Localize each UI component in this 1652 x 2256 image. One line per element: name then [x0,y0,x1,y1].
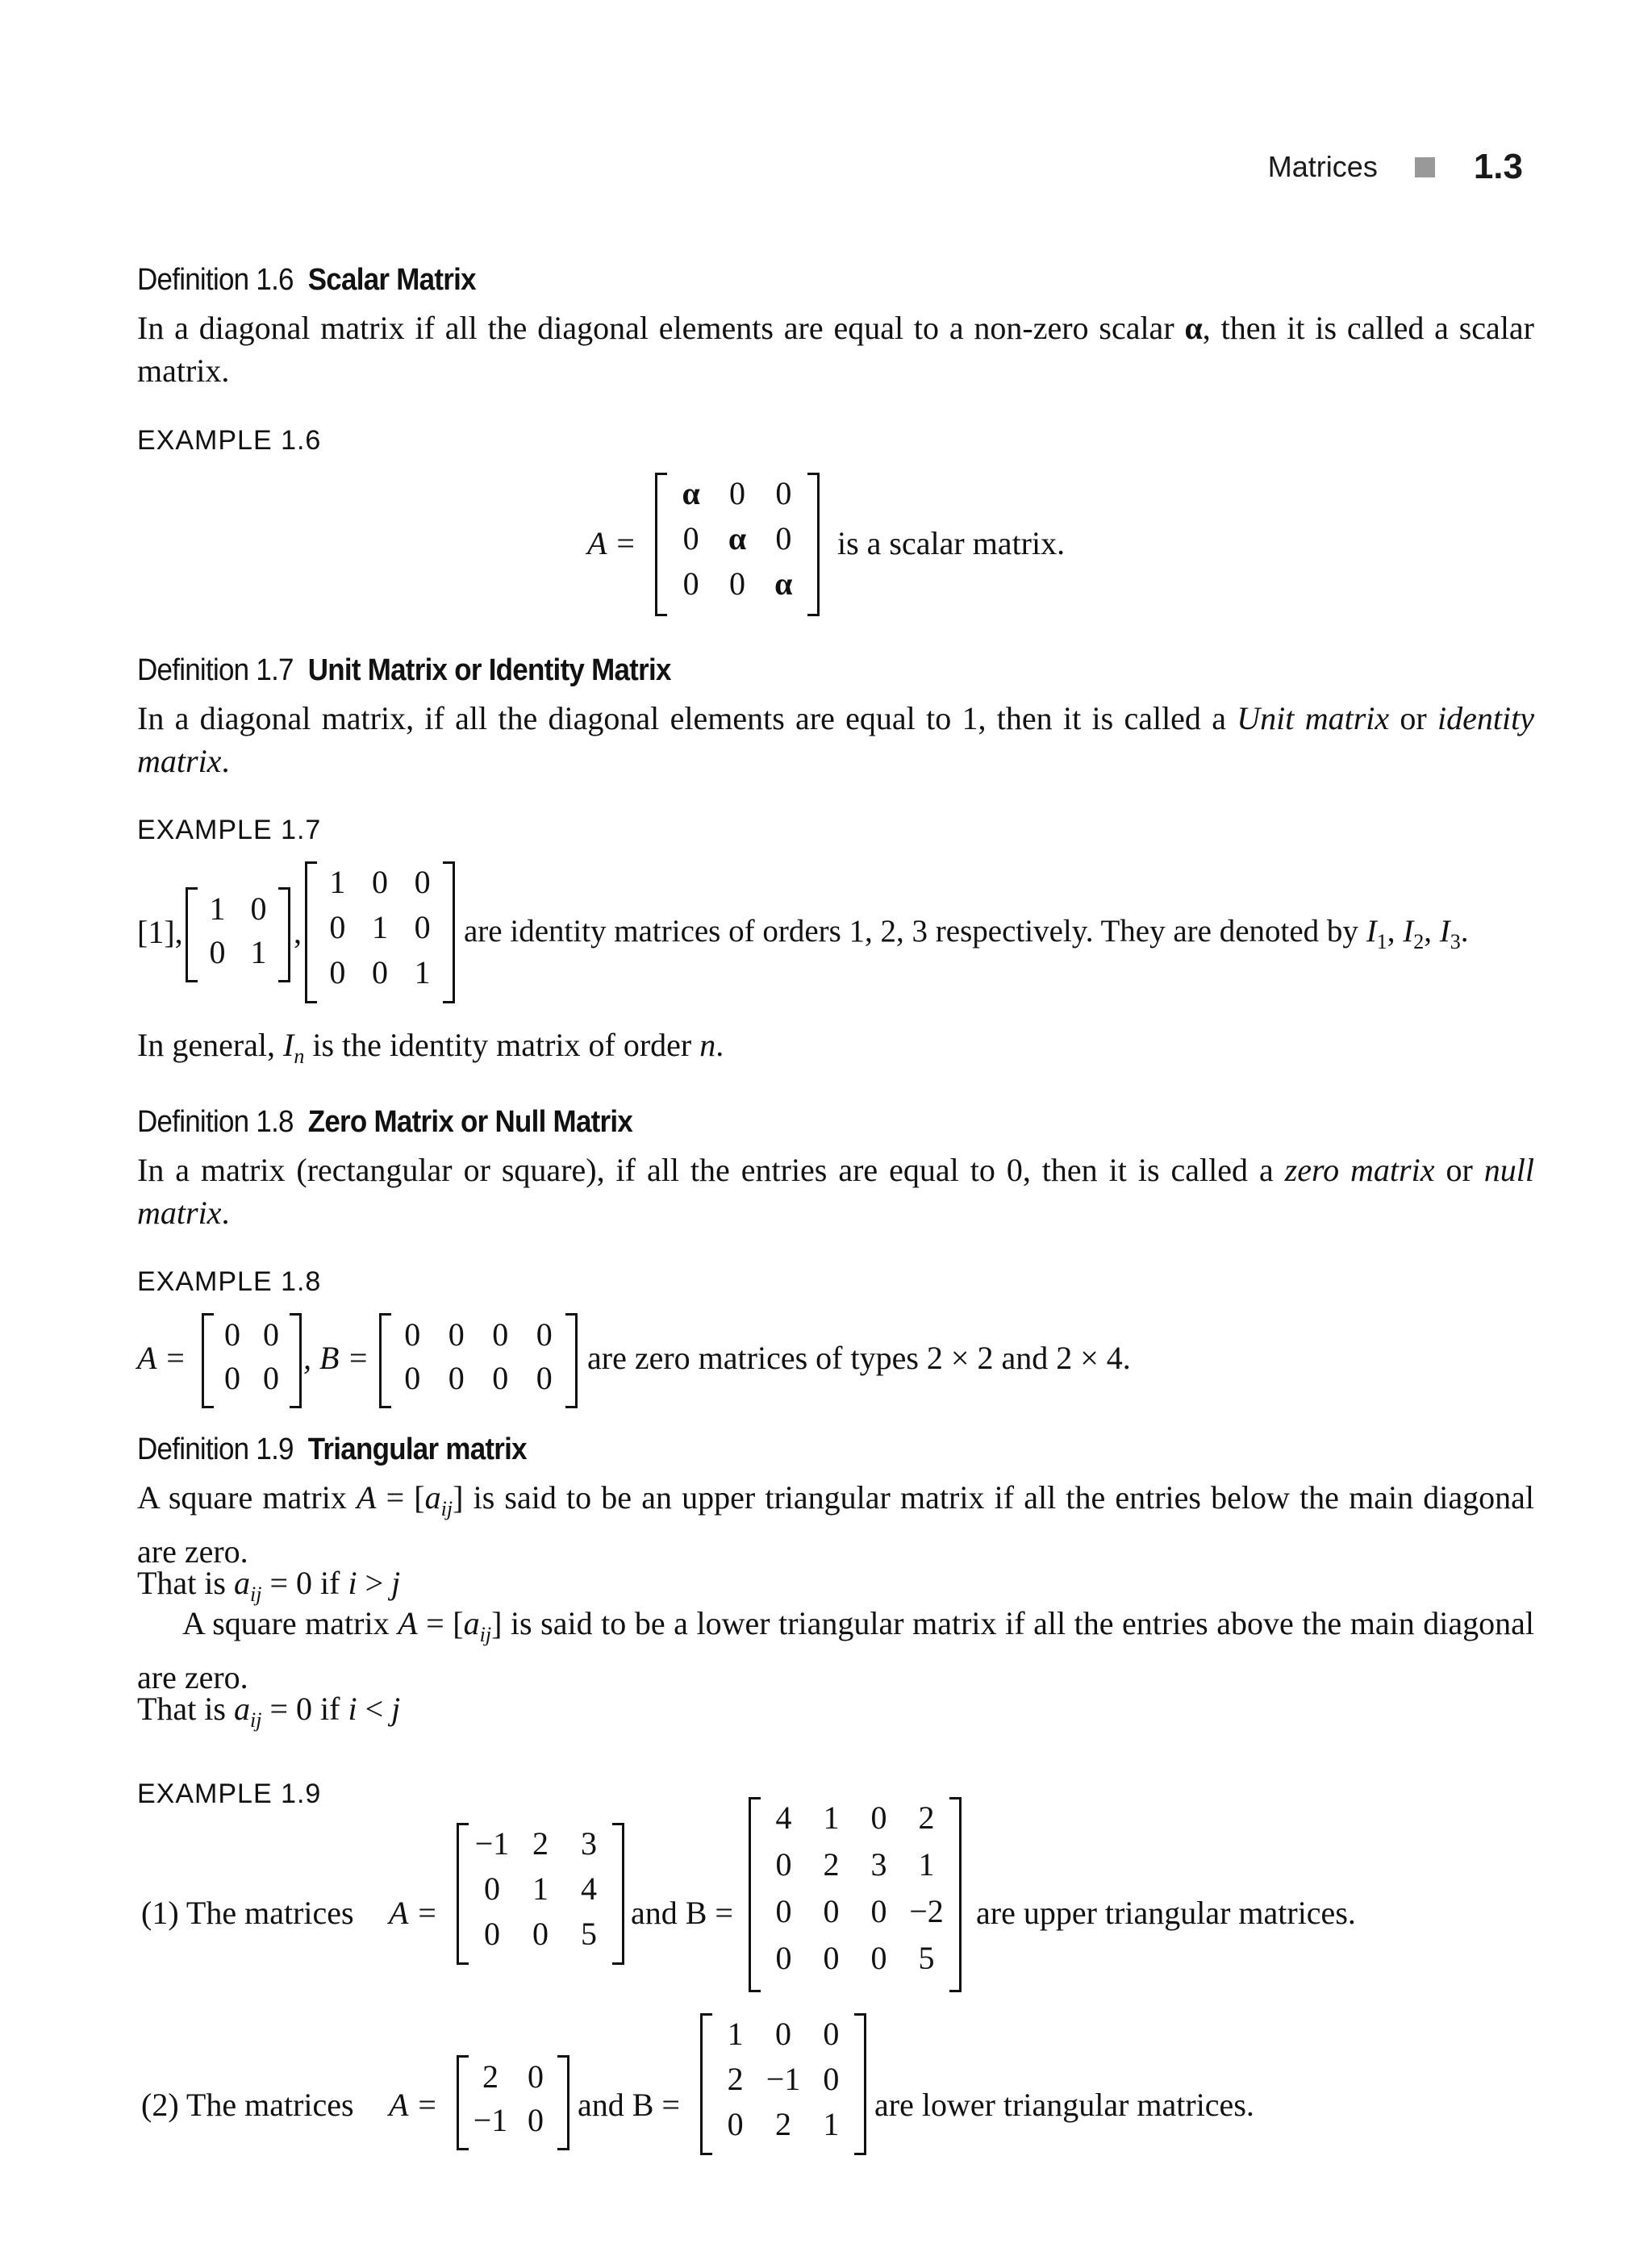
matrix-entry: 0 [414,864,431,900]
matrix-entry: 3 [581,1825,597,1862]
example-1-8-rhs: are zero matrices of types 2 × 2 and 2 × 4. [587,1340,1131,1376]
example-1-7-scalar-identity: [1], [137,914,183,950]
matrix-entry: 0 [209,934,226,970]
matrix-entry: 0 [870,1940,887,1976]
matrix-entry: 0 [448,1360,465,1396]
matrix-entry: 0 [774,2016,791,2052]
matrix-entry: 3 [870,1846,887,1883]
matrix-entry: 0 [414,909,431,945]
header-title: Matrices [1267,150,1378,183]
matrix-entry: 0 [775,1893,792,1929]
matrix-entry: 0 [775,1846,792,1883]
matrix-entry: 0 [682,520,699,557]
matrix-entry: 4 [581,1870,597,1907]
example-1-9-item1-matrix-B [749,1797,962,1992]
definition-1-9-upper-condition: That is $a_{ij} = 0$ if i > j [137,1565,401,1606]
matrix-entry: 0 [823,2016,840,2052]
matrix-entry: 0 [727,2106,744,2142]
running-header [1268,147,1523,187]
matrix-entry: 0 [528,2102,544,2138]
matrix-entry: 2 [532,1825,549,1862]
example-1-9-item2-matrix-B [700,2013,866,2155]
matrix-entry: −2 [909,1893,944,1929]
matrix-entry: 4 [775,1799,792,1836]
matrix-entry: −1 [766,2061,801,2097]
matrix-entry: 0 [448,1316,465,1353]
matrix-entry: 0 [329,909,346,945]
matrix-entry: 1 [823,1799,840,1836]
matrix-entry: 0 [870,1893,887,1929]
matrix-entry: 0 [250,890,267,927]
example-1-8-lhs-b: , B = [303,1340,369,1376]
matrix-entry: 0 [263,1316,279,1353]
example-1-9-item2-rhs: are lower triangular matrices. [874,2087,1254,2123]
definition-1-7-text: In a diagonal matrix, if all the diagonal elements are equal to 1, then it is called a Unit matrix or identity matrix. [137,700,1535,779]
matrix-entry: 0 [775,1940,792,1976]
example-1-6-heading: EXAMPLE 1.6 [137,425,322,456]
matrix-entry: 0 [823,2061,840,2097]
matrix-entry: 0 [484,1870,500,1907]
matrix-entry: α [682,475,700,511]
matrix-entry: 0 [823,1940,840,1976]
example-1-9-item2-matrix-A [457,2055,569,2150]
definition-1-9-lower-text: A square matrix $A = [a_{ij}]$ is said to be a lower triangular matrix if all the entries above the main diagonal are zero. [137,1605,1534,1695]
matrix-entry: 1 [329,864,346,900]
matrix-entry: 0 [224,1360,240,1396]
matrix-entry: 0 [775,520,792,557]
example-1-9-heading: EXAMPLE 1.9 [137,1779,322,1809]
example-1-6-matrix [655,473,820,616]
example-1-8-matrix-a [202,1313,302,1408]
example-1-9-item2-label: (2) The matrices [141,2087,354,2123]
header-square-icon [1415,157,1435,177]
matrix-entry: 1 [918,1846,935,1883]
matrix-entry: 0 [492,1360,509,1396]
matrix-entry: 0 [870,1799,887,1836]
matrix-entry: 0 [404,1360,421,1396]
example-1-9-item2-and: and B = [578,2087,680,2123]
matrix-entry: 1 [532,1870,549,1907]
example-1-7-general: In general, $I_n$ is the identity matrix of order n. [137,1027,724,1068]
matrix-entry: 0 [775,475,792,511]
matrix-entry: 0 [728,565,745,602]
example-1-7-heading: EXAMPLE 1.7 [137,815,322,845]
matrix-entry: 0 [536,1360,553,1396]
matrix-entry: 1 [823,2106,840,2142]
matrix-entry: 0 [329,954,346,990]
matrix-entry: 0 [728,475,745,511]
example-1-9-item1-matrix-A [457,1823,624,1965]
example-1-7-matrix-3x3 [305,861,455,1003]
example-1-8-heading: EXAMPLE 1.8 [137,1266,322,1297]
example-1-7-matrix-2x2 [186,887,290,982]
matrix-entry: 0 [371,864,388,900]
matrix-entry: α [728,520,747,557]
page-number: 1.3 [1473,147,1523,186]
definition-1-9-lower-condition: That is $a_{ij} = 0$ if i < j [137,1691,401,1732]
matrix-entry: 0 [404,1316,421,1353]
matrix-entry: 2 [774,2106,791,2142]
matrix-entry: 0 [823,1893,840,1929]
definition-label: Definition 1.6 [137,263,294,297]
example-1-9-item1-label: (1) The matrices [141,1895,354,1931]
example-1-9-item1-rhs: are upper triangular matrices. [976,1895,1356,1931]
definition-1-8-heading: Definition 1.8 Zero Matrix or Null Matrix [137,1105,633,1139]
example-1-6-lhs: A = [587,525,636,561]
matrix-entry: 0 [492,1316,509,1353]
definition-1-6-text: In a diagonal matrix if all the diagonal elements are equal to a non-zero scalar α, then it is called a scalar matrix. [137,310,1535,389]
example-1-8-lhs-a: A = [137,1340,186,1376]
matrix-entry: 1 [414,954,431,990]
definition-1-7-heading: Definition 1.7 Unit Matrix or Identity Matrix [137,653,671,687]
matrix-entry: 0 [263,1360,279,1396]
matrix-entry: −1 [473,2102,508,2138]
matrix-entry: 1 [727,2016,744,2052]
matrix-entry: 0 [484,1916,500,1952]
matrix-entry: 0 [371,954,388,990]
example-1-9-item1-A: A = [389,1895,438,1931]
matrix-entry: 1 [371,909,388,945]
matrix-entry: 0 [532,1916,549,1952]
example-1-6-rhs: is a scalar matrix. [837,525,1066,561]
matrix-entry: α [774,565,793,602]
matrix-entry: 5 [581,1916,597,1952]
definition-1-9-upper-text: A square matrix $A = [a_{ij}]$ is said to be an upper triangular matrix if all the entries below the main diagonal are zero. [137,1479,1534,1570]
matrix-entry: 2 [823,1846,840,1883]
matrix-entry: 2 [482,2058,499,2095]
example-1-9-item1-and: and B = [631,1895,733,1931]
definition-title: Scalar Matrix [307,263,476,297]
definition-1-9-heading: Definition 1.9 Triangular matrix [137,1432,527,1466]
matrix-entry: 0 [224,1316,240,1353]
matrix-entry: −1 [474,1825,510,1862]
matrix-entry: 1 [250,934,267,970]
definition-1-6-heading [137,263,476,298]
matrix-entry: 0 [528,2058,544,2095]
matrix-entry: 0 [682,565,699,602]
matrix-entry: 2 [727,2061,744,2097]
matrix-entry: 2 [918,1799,935,1836]
example-1-7-rhs: are identity matrices of orders 1, 2, 3 respectively. They are denoted by $I_1$, $I_2$, $I_3$. [464,914,1469,953]
definition-1-8-text: In a matrix (rectangular or square), if all the entries are equal to 0, then it is called a zero matrix or null matrix. [137,1152,1534,1231]
example-1-8-matrix-b [379,1313,578,1408]
matrix-entry: 0 [536,1316,553,1353]
matrix-entry: 5 [918,1940,935,1976]
example-1-9-item2-A: A = [389,2087,438,2123]
matrix-entry: 1 [209,890,226,927]
